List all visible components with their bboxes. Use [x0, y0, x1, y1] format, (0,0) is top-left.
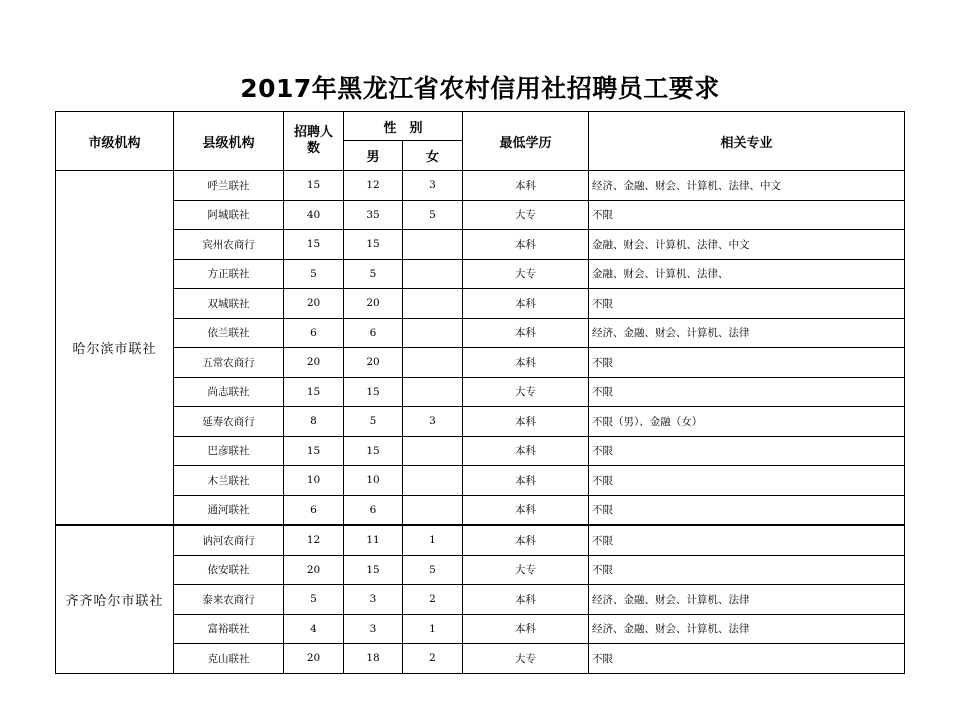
male-count-cell: 35: [344, 200, 403, 230]
county-cell: 尚志联社: [174, 377, 284, 407]
education-cell: 大专: [463, 644, 589, 674]
count-cell: 40: [284, 200, 344, 230]
male-count-cell: 6: [344, 495, 403, 525]
female-count-cell: [403, 436, 463, 466]
major-cell: 不限: [589, 555, 905, 585]
female-count-cell: 2: [403, 585, 463, 615]
education-cell: 大专: [463, 200, 589, 230]
major-cell: 经济、金融、财会、计算机、法律: [589, 318, 905, 348]
table-row: [56, 407, 905, 437]
male-count-cell: 3: [344, 585, 403, 615]
male-count-cell: 12: [344, 171, 403, 201]
count-cell: 8: [284, 407, 344, 437]
county-cell: 泰来农商行: [174, 585, 284, 615]
male-count-cell: 11: [344, 525, 403, 555]
county-cell: 宾州农商行: [174, 230, 284, 260]
county-cell: 方正联社: [174, 259, 284, 289]
education-cell: 大专: [463, 259, 589, 289]
education-cell: 本科: [463, 614, 589, 644]
table-row: [56, 436, 905, 466]
male-count-cell: 18: [344, 644, 403, 674]
education-cell: 本科: [463, 171, 589, 201]
education-cell: 本科: [463, 525, 589, 555]
education-cell: 本科: [463, 495, 589, 525]
male-count-cell: 10: [344, 466, 403, 496]
male-count-cell: 5: [344, 259, 403, 289]
education-cell: 本科: [463, 318, 589, 348]
major-cell: 不限: [589, 289, 905, 319]
female-count-cell: 5: [403, 200, 463, 230]
county-cell: 五常农商行: [174, 348, 284, 378]
county-cell: 木兰联社: [174, 466, 284, 496]
female-count-cell: [403, 289, 463, 319]
table-body: [56, 171, 905, 674]
recruitment-table: [55, 111, 905, 674]
table-row: [56, 525, 905, 555]
county-cell: 依安联社: [174, 555, 284, 585]
table-row: [56, 318, 905, 348]
education-cell: 大专: [463, 377, 589, 407]
count-cell: 15: [284, 436, 344, 466]
count-cell: 4: [284, 614, 344, 644]
male-count-cell: 15: [344, 436, 403, 466]
count-cell: 6: [284, 495, 344, 525]
table-row: [56, 585, 905, 615]
female-count-cell: 1: [403, 614, 463, 644]
female-count-cell: [403, 259, 463, 289]
female-count-cell: 1: [403, 525, 463, 555]
count-cell: 5: [284, 585, 344, 615]
header-count: [284, 112, 344, 171]
major-cell: 不限: [589, 644, 905, 674]
table-row: [56, 348, 905, 378]
female-count-cell: [403, 348, 463, 378]
education-cell: 本科: [463, 407, 589, 437]
count-cell: 15: [284, 377, 344, 407]
education-cell: 本科: [463, 585, 589, 615]
count-cell: 20: [284, 555, 344, 585]
header-major: 相关专业: [589, 112, 905, 171]
education-cell: 本科: [463, 466, 589, 496]
table-row: [56, 259, 905, 289]
major-cell: 不限: [589, 200, 905, 230]
county-cell: 依兰联社: [174, 318, 284, 348]
page-title: 2017年黑龙江省农村信用社招聘员工要求: [240, 74, 720, 103]
count-cell: 5: [284, 259, 344, 289]
education-cell: 本科: [463, 289, 589, 319]
header-male: 男: [344, 141, 403, 171]
major-cell: 不限（男）、金融（女）: [589, 407, 905, 437]
county-cell: 延寿农商行: [174, 407, 284, 437]
male-count-cell: 5: [344, 407, 403, 437]
major-cell: 经济、金融、财会、计算机、法律、中文: [589, 171, 905, 201]
header-female: 女: [403, 141, 463, 171]
county-cell: 呼兰联社: [174, 171, 284, 201]
female-count-cell: 5: [403, 555, 463, 585]
major-cell: 金融、财会、计算机、法律、: [589, 259, 905, 289]
county-cell: 克山联社: [174, 644, 284, 674]
major-cell: 不限: [589, 525, 905, 555]
female-count-cell: 3: [403, 171, 463, 201]
header-gender: 性 别: [344, 112, 463, 141]
table-row: [56, 466, 905, 496]
male-count-cell: 3: [344, 614, 403, 644]
female-count-cell: [403, 230, 463, 260]
major-cell: 不限: [589, 348, 905, 378]
male-count-cell: 20: [344, 289, 403, 319]
education-cell: 本科: [463, 230, 589, 260]
count-cell: 12: [284, 525, 344, 555]
male-count-cell: 15: [344, 555, 403, 585]
female-count-cell: [403, 318, 463, 348]
table-row: [56, 289, 905, 319]
female-count-cell: [403, 495, 463, 525]
count-cell: 20: [284, 644, 344, 674]
major-cell: 经济、金融、财会、计算机、法律: [589, 614, 905, 644]
male-count-cell: 6: [344, 318, 403, 348]
city-cell: 哈尔滨市联社: [56, 171, 174, 526]
table-row: [56, 230, 905, 260]
table-row: [56, 614, 905, 644]
county-cell: 双城联社: [174, 289, 284, 319]
major-cell: 经济、金融、财会、计算机、法律: [589, 585, 905, 615]
education-cell: 本科: [463, 436, 589, 466]
male-count-cell: 15: [344, 377, 403, 407]
education-cell: 大专: [463, 555, 589, 585]
major-cell: 金融、财会、计算机、法律、中文: [589, 230, 905, 260]
header-education: 最低学历: [463, 112, 589, 171]
education-cell: 本科: [463, 348, 589, 378]
count-cell: 15: [284, 171, 344, 201]
header-county: 县级机构: [174, 112, 284, 171]
major-cell: 不限: [589, 436, 905, 466]
header-city: 市级机构: [56, 112, 174, 171]
count-cell: 6: [284, 318, 344, 348]
table-row: [56, 377, 905, 407]
county-cell: 阿城联社: [174, 200, 284, 230]
female-count-cell: [403, 466, 463, 496]
county-cell: 讷河农商行: [174, 525, 284, 555]
count-cell: 20: [284, 348, 344, 378]
major-cell: 不限: [589, 495, 905, 525]
count-cell: 20: [284, 289, 344, 319]
header-row: [56, 112, 905, 141]
female-count-cell: 3: [403, 407, 463, 437]
count-cell: 10: [284, 466, 344, 496]
male-count-cell: 20: [344, 348, 403, 378]
table-row: [56, 171, 905, 201]
female-count-cell: 2: [403, 644, 463, 674]
county-cell: 通河联社: [174, 495, 284, 525]
female-count-cell: [403, 377, 463, 407]
major-cell: 不限: [589, 377, 905, 407]
city-cell: 齐齐哈尔市联社: [56, 525, 174, 673]
table-row: [56, 495, 905, 525]
major-cell: 不限: [589, 466, 905, 496]
table-row: [56, 555, 905, 585]
table-row: [56, 200, 905, 230]
male-count-cell: 15: [344, 230, 403, 260]
table-row: [56, 644, 905, 674]
header-count-label: 招聘人数: [293, 125, 333, 156]
county-cell: 富裕联社: [174, 614, 284, 644]
county-cell: 巴彦联社: [174, 436, 284, 466]
count-cell: 15: [284, 230, 344, 260]
